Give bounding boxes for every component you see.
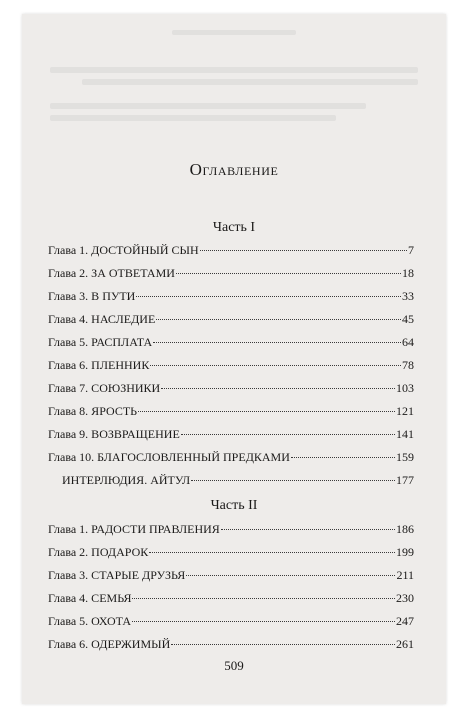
toc-entry-title: ИНТЕРЛЮДИЯ. АЙТУЛ <box>62 473 191 487</box>
dot-leader <box>156 319 401 320</box>
toc-entry <box>48 288 414 304</box>
dot-leader <box>186 575 395 576</box>
toc-entry-title: Глава 4. СЕМЬЯ <box>48 591 132 605</box>
toc-entry <box>48 521 414 537</box>
toc-entry-page: 121 <box>396 404 414 418</box>
dot-leader <box>291 457 395 458</box>
dot-leader <box>138 411 395 412</box>
dot-leader <box>132 621 395 622</box>
toc-entry-title: Глава 6. ПЛЕННИК <box>48 358 150 372</box>
toc-heading: Оглавление <box>189 160 279 179</box>
dot-leader <box>149 552 395 553</box>
toc-entry-page: 177 <box>396 473 414 487</box>
toc-entry-page: 186 <box>396 522 414 536</box>
toc-entry-title: Глава 2. ПОДАРОК <box>48 545 149 559</box>
toc-entry <box>48 403 414 419</box>
dot-leader <box>171 644 395 645</box>
toc-entry-title: Глава 5. РАСПЛАТА <box>48 335 153 349</box>
dot-leader <box>161 388 395 389</box>
toc-entry-title: Глава 3. В ПУТИ <box>48 289 136 303</box>
part-1-title: Часть I <box>212 220 256 235</box>
toc-entry-page: 199 <box>396 545 414 559</box>
toc-entry-title: Глава 1. ДОСТОЙНЫЙ СЫН <box>48 243 199 257</box>
toc-entry <box>48 426 414 442</box>
toc-entry-title: Глава 10. БЛАГОСЛОВЛЕННЫЙ ПРЕДКАМИ <box>48 450 290 464</box>
toc-entry-page: 33 <box>402 289 414 303</box>
bleed-through-text <box>22 24 446 127</box>
toc-entry <box>48 380 414 396</box>
toc-entry <box>48 334 414 350</box>
toc-entry <box>62 472 414 488</box>
dot-leader <box>221 529 395 530</box>
toc-entry-page: 247 <box>396 614 414 628</box>
toc-entry-title: Глава 9. ВОЗВРАЩЕНИЕ <box>48 427 180 441</box>
toc-entry <box>48 544 414 560</box>
toc-entry-page: 141 <box>396 427 414 441</box>
dot-leader <box>200 250 407 251</box>
toc-entry-title: Глава 2. ЗА ОТВЕТАМИ <box>48 266 175 280</box>
toc-entry-page: 261 <box>396 637 414 651</box>
toc-entry-page: 45 <box>402 312 414 326</box>
toc-entry <box>48 636 414 652</box>
toc-entry-page: 103 <box>396 381 414 395</box>
toc-entry <box>48 449 414 465</box>
toc-entry-page: 159 <box>396 450 414 464</box>
toc-entry <box>48 567 414 583</box>
dot-leader <box>181 434 395 435</box>
toc-entry-title: Глава 5. ОХОТА <box>48 614 132 628</box>
dot-leader <box>191 480 395 481</box>
toc-entry-page: 78 <box>402 358 414 372</box>
toc-entry-page: 211 <box>396 568 414 582</box>
toc-entry-title: Глава 7. СОЮЗНИКИ <box>48 381 161 395</box>
toc-entry-title: Глава 8. ЯРОСТЬ <box>48 404 138 418</box>
toc-entry <box>48 613 414 629</box>
book-page <box>22 14 446 704</box>
part-2-title: Часть II <box>210 498 258 513</box>
toc-entry <box>48 357 414 373</box>
toc-entry-page: 230 <box>396 591 414 605</box>
dot-leader <box>136 296 401 297</box>
dot-leader <box>176 273 401 274</box>
toc-entry-page: 64 <box>402 335 414 349</box>
toc-entry <box>48 590 414 606</box>
dot-leader <box>153 342 401 343</box>
toc-entry <box>48 242 414 258</box>
toc-entry-page: 18 <box>402 266 414 280</box>
toc-entry-title: Глава 3. СТАРЫЕ ДРУЗЬЯ <box>48 568 186 582</box>
dot-leader <box>150 365 401 366</box>
toc-entry-title: Глава 4. НАСЛЕДИЕ <box>48 312 156 326</box>
toc-entry-title: Глава 1. РАДОСТИ ПРАВЛЕНИЯ <box>48 522 220 536</box>
dot-leader <box>132 598 395 599</box>
toc-entry-title: Глава 6. ОДЕРЖИМЫЙ <box>48 637 171 651</box>
toc-entry <box>48 311 414 327</box>
toc-entry-page: 7 <box>408 243 414 257</box>
page-number: 509 <box>224 658 244 673</box>
toc-entry <box>48 265 414 281</box>
